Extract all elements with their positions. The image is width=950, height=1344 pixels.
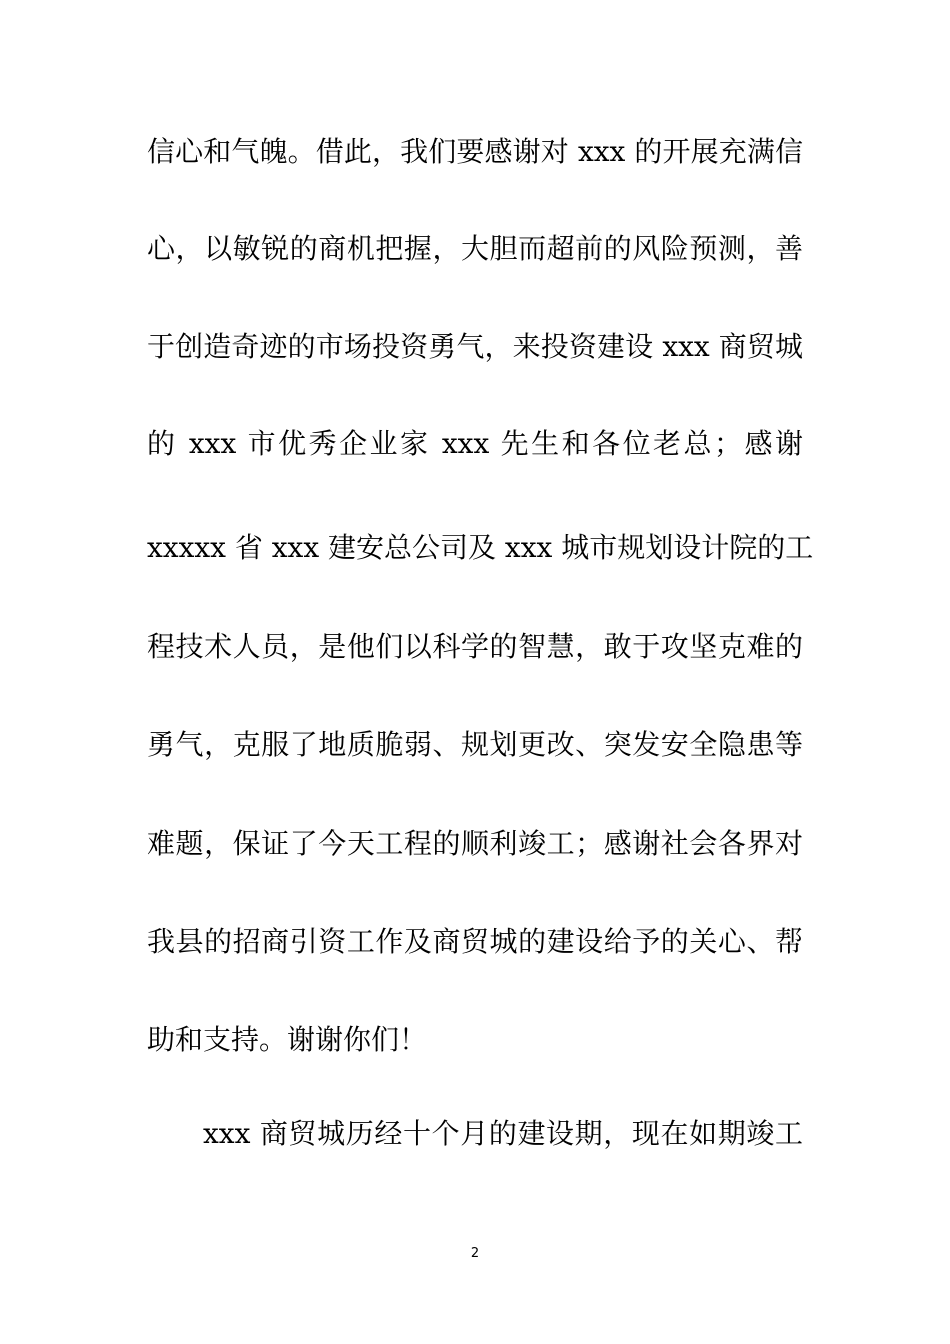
text-line-7: 勇气，克服了地质脆弱、规划更改、突发安全隐患等: [147, 728, 803, 761]
page-number: 2: [470, 1246, 480, 1261]
text-line-1: 信心和气魄。借此，我们要感谢对 xxx 的开展充满信: [147, 135, 803, 168]
text-line-9: 我县的招商引资工作及商贸城的建设给予的关心、帮: [147, 925, 803, 958]
text-line-2: 心，以敏锐的商机把握，大胆而超前的风险预测，善: [147, 232, 803, 265]
text-line-8: 难题，保证了今天工程的顺利竣工；感谢社会各界对: [147, 827, 803, 860]
text-line-5: xxxxx 省 xxx 建安总公司及 xxx 城市规划设计院的工: [147, 531, 814, 564]
text-line-6: 程技术人员，是他们以科学的智慧，敢于攻坚克难的: [147, 630, 803, 663]
text-line-4: 的 xxx 市优秀企业家 xxx 先生和各位老总；感谢: [147, 427, 803, 460]
text-line-10: 助和支持。谢谢你们！: [147, 1023, 428, 1056]
text-line-3: 于创造奇迹的市场投资勇气，来投资建设 xxx 商贸城: [147, 330, 803, 363]
paragraph-2-line-1: xxx 商贸城历经十个月的建设期，现在如期竣工: [203, 1117, 803, 1150]
